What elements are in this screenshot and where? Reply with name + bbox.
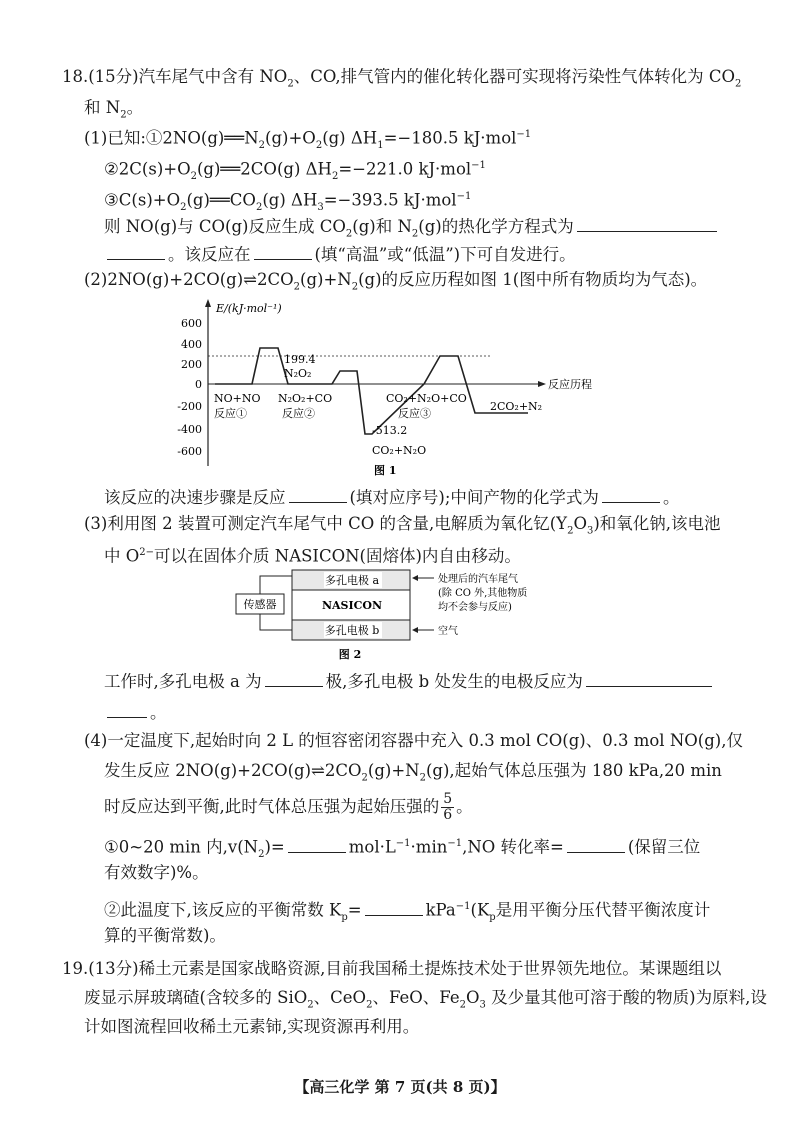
label-2co2-n2: 2CO₂+N₂ xyxy=(490,400,543,413)
label-513: -513.2 xyxy=(372,424,408,437)
wire-top xyxy=(260,576,292,594)
q19-line-1: 19.(13分)稀土元素是国家战略资源,目前我国稀土提炼技术处于世界领先地位。某课题组以 xyxy=(62,959,722,978)
q18-part3-intro: (3)利用图 2 装置可测定汽车尾气中 CO 的含量,电解质为氧化钇$(Y_2O_3)$和氧化钠,该电池 xyxy=(84,514,721,537)
answer-blank-temperature[interactable] xyxy=(254,241,312,260)
answer-blank-conversion[interactable] xyxy=(567,834,625,853)
energy-profile-curve xyxy=(215,348,528,434)
figure-2-caption: 图 2 xyxy=(338,648,362,661)
q18-part3-question-cont: 。 xyxy=(104,699,167,724)
q18-part4-sub1: ①0~20 min 内$,v(N_2)= mol\cdot L^{-1}\cdot\min^{-1},NO$ 转化率= (保留三位 xyxy=(104,833,700,866)
answer-blank-rate-step[interactable] xyxy=(289,484,347,503)
q18-part3-question: 工作时,多孔电极 a 为 极,多孔电极 b 处发生的电极反应为 xyxy=(104,668,715,693)
y-tick-labels xyxy=(177,317,202,458)
q18-part1-question: 则 NO(g)与 CO(g)反应生成 $CO_2(g)$和 $N_2(g)$的热化学方程式为 xyxy=(104,213,720,245)
label-reaction-1: 反应① xyxy=(214,407,247,420)
q18-part4-intro-cont2: 时反应达到平衡,此时气体总压强为起始压强的 $\frac{5}{6}$ 。 xyxy=(104,791,473,823)
figure-1-energy-diagram xyxy=(160,296,600,476)
q19-line-3: 计如图流程回收稀土元素铈,实现资源再利用。 xyxy=(84,1017,420,1036)
nasicon-label: NASICON xyxy=(321,599,383,612)
y-tick-n600: -600 xyxy=(177,445,202,458)
answer-blank-rate[interactable] xyxy=(288,834,346,853)
figure-1-caption: 图 1 xyxy=(374,464,397,476)
label-reaction-3: 反应③ xyxy=(398,407,431,420)
label-n2o2: N₂O₂ xyxy=(284,367,312,380)
gas-in-label-3: 均不会参与反应) xyxy=(438,602,512,613)
answer-blank-electrode[interactable] xyxy=(265,668,323,687)
wire-bottom xyxy=(260,614,292,630)
q19-line-2: 废显示屏玻璃碴(含较多的 SiO$_2$、CeO$_2$、FeO、$Fe_2O_3$ 及少量其他可溶于酸的物质)为原料,设 xyxy=(84,988,767,1011)
y-tick-0: 0 xyxy=(195,378,202,391)
answer-blank-equation-cont[interactable] xyxy=(107,241,165,260)
q18-part1-question-cont: 。该反应在 (填“高温”或“低温”)下可自发进行。 xyxy=(104,241,576,266)
q18-heading-cont: 和 $N_2$。 xyxy=(84,98,144,121)
figure-2-sensor-diagram xyxy=(230,566,570,666)
equation-3: $③C(s)+O_2(g)══CO_2(g)$ $\Delta H_3=-393.5$ kJ·mol$^{-1}$ xyxy=(104,190,472,213)
label-co2-n2o: CO₂+N₂O xyxy=(372,444,427,457)
x-axis-arrow xyxy=(538,381,546,387)
y-tick-400: 400 xyxy=(181,338,202,351)
gas-in-arrowhead xyxy=(412,575,418,581)
y-tick-600: 600 xyxy=(181,317,202,330)
equation-2: $②2C(s)+O_2(g)══2CO(g)$ $\Delta H_2=-221.0$ kJ·mol$^{-1}$ xyxy=(104,159,486,182)
label-no-no: NO+NO xyxy=(214,392,261,405)
q18-part4-sub1-cont: 有效数字)%。 xyxy=(104,863,209,882)
answer-blank-electrode-reaction-cont[interactable] xyxy=(107,699,147,718)
electrode-b-label: 多孔电极 b xyxy=(324,624,380,637)
y-tick-200: 200 xyxy=(181,358,202,371)
q18-part4-sub2: ②此温度下,该反应的平衡常数 $K_p= kPa^{-1}(K_p$是用平衡分压代替平衡浓度计 xyxy=(104,896,710,929)
sensor-label: 传感器 xyxy=(243,598,277,611)
answer-blank-equation[interactable] xyxy=(577,213,717,232)
q18-part3-intro-cont: 中 $O^{2-}$可以在固体介质 NASICON(固熔体)内自由移动。 xyxy=(104,546,521,566)
answer-blank-intermediate[interactable] xyxy=(602,484,660,503)
y-tick-n200: -200 xyxy=(177,400,202,413)
x-axis-label: 反应历程 xyxy=(548,378,592,391)
electrode-a-label: 多孔电极 a xyxy=(324,574,380,587)
y-axis-label: E/(kJ·mol⁻¹) xyxy=(216,302,282,315)
q18-heading: 18.(15分)汽车尾气中含有 $NO_2$、CO,排气管内的催化转化器可实现将污染性气体转化为 $CO_2$ xyxy=(62,67,742,90)
y-tick-n400: -400 xyxy=(177,423,202,436)
fraction-5-6: $\frac{5}{6}$ xyxy=(443,791,453,823)
q18-part4-intro-cont: 发生反应 $2NO(g)+2CO(g)\rightleftharpoons 2CO_2(g)+N_2(g)$,起始气体总压强为 180 kPa,20 min xyxy=(104,761,722,784)
air-label: 空气 xyxy=(438,626,458,637)
label-199: 199.4 xyxy=(284,353,316,366)
equation-1: (1)已知$:①2NO(g)══N_2(g)+O_2(g)$ $\Delta H_1=-180.5$ kJ·mol$^{-1}$ xyxy=(84,128,532,151)
label-n2o2-co: N₂O₂+CO xyxy=(278,392,333,405)
answer-blank-electrode-reaction[interactable] xyxy=(586,668,712,687)
page-footer: 【高三化学 第 7 页(共 8 页)】 xyxy=(294,1078,506,1096)
q18-part4-sub2-cont: 算的平衡常数)。 xyxy=(104,926,226,945)
gas-in-label-1: 处理后的汽车尾气 xyxy=(438,574,518,585)
answer-blank-kp[interactable] xyxy=(365,897,423,916)
q18-part2-intro: $(2)2NO(g)+2CO(g)\rightleftharpoons 2CO_2(g)+N_2(g)$的反应历程如图 1(图中所有物质均为气态)。 xyxy=(84,270,708,293)
label-co2-n2o-co: CO₂+N₂O+CO xyxy=(386,392,467,405)
air-arrowhead xyxy=(412,627,418,633)
gas-in-label-2: (除 CO 外,其他物质 xyxy=(438,588,528,599)
y-axis-arrow xyxy=(205,299,211,307)
q18-part4-intro: (4)一定温度下,起始时向 2 L 的恒容密闭容器中充入 0.3 mol CO(g)、0.3 mol NO(g),仅 xyxy=(84,731,743,750)
label-reaction-2: 反应② xyxy=(282,407,315,420)
q18-part2-question: 该反应的决速步骤是反应 (填对应序号);中间产物的化学式为 。 xyxy=(104,484,679,509)
